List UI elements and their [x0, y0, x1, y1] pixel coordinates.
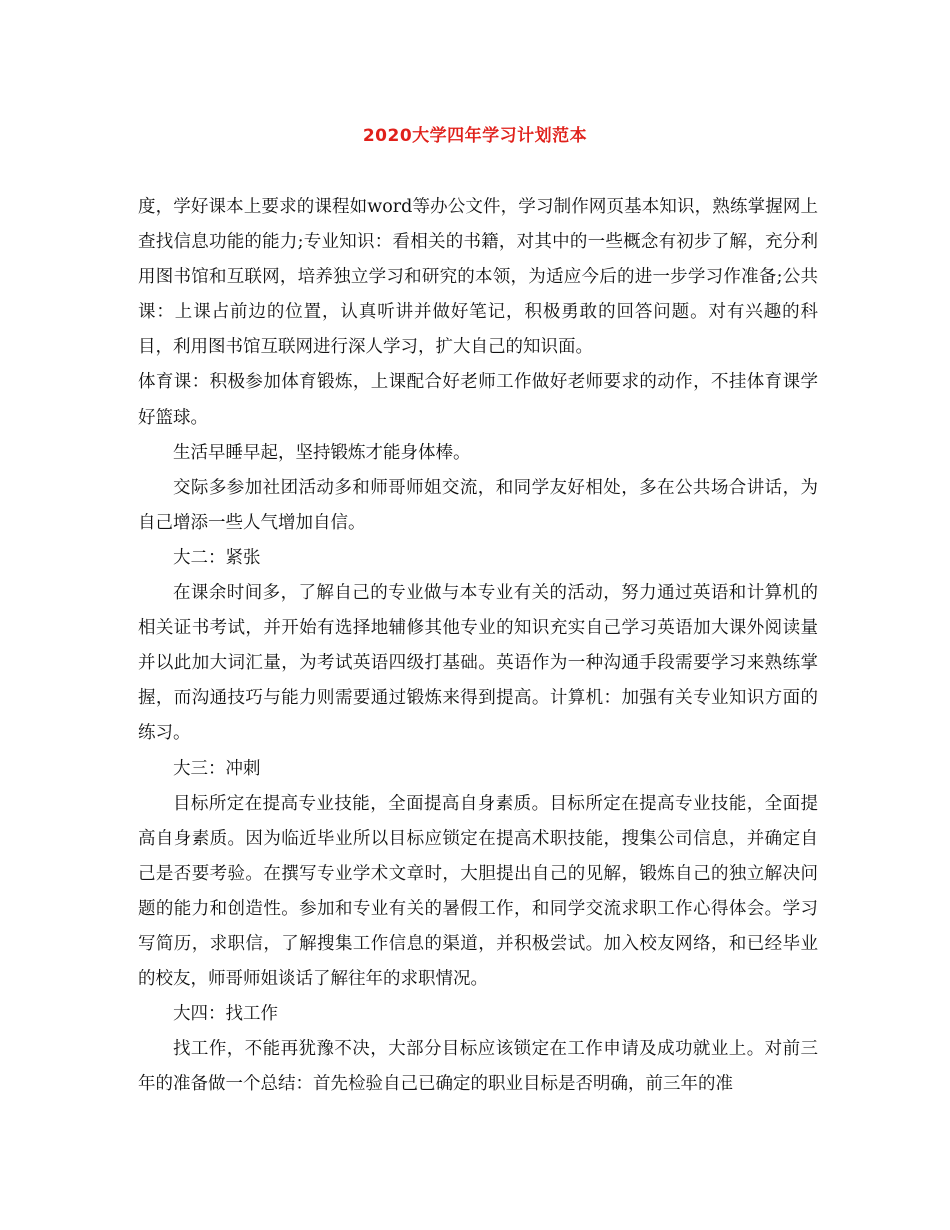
- paragraph: 在课余时间多，了解自己的专业做与本专业有关的活动，努力通过英语和计算机的相关证书考试，并开始有选择地辅修其他专业的知识充实自己学习英语加大课外阅读量并以此加大词汇量，为考试英语四级打基础。英语作为一种沟通手段需要学习来熟练掌握，而沟通技巧与能力则需要通过锻炼来得到提高。计算机：加强有关专业知识方面的练习。: [138, 583, 818, 744]
- paragraph: 体育课：积极参加体育锻炼，上课配合好老师工作做好老师要求的动作，不挂体育课学好篮球。: [138, 372, 818, 428]
- section-heading: 大四：找工作: [173, 1004, 278, 1025]
- paragraph: 目标所定在提高专业技能，全面提高自身素质。目标所定在提高专业技能，全面提高自身素质。因为临近毕业所以目标应锁定在提高术职技能，搜集公司信息，并确定自己是否要考验。在撰写专业学术文章时，大胆提出自己的见解，锻炼自己的独立解决问题的能力和创造性。参加和专业有关的暑假工作，和同学交流求职工作心得体会。学习写简历，求职信，了解搜集工作信息的渠道，并积极尝试。加入校友网络，和已经毕业的校友，师哥师姐谈话了解往年的求职情况。: [138, 793, 818, 990]
- document-title: 2020大学四年学习计划范本: [362, 126, 588, 146]
- document-body: [138, 190, 818, 1102]
- section-heading: 大三：冲刺: [173, 758, 261, 779]
- section-heading: 大二：紧张: [173, 547, 261, 568]
- paragraph: 找工作，不能再犹豫不决，大部分目标应该锁定在工作申请及成功就业上。对前三年的准备做一个总结：首先检验自己已确定的职业目标是否明确，前三年的准: [138, 1039, 818, 1095]
- paragraph: 交际多参加社团活动多和师哥师姐交流，和同学友好相处，多在公共场合讲话，为自己增添一些人气增加自信。: [138, 477, 818, 533]
- paragraph: 生活早睡早起，坚持锻炼才能身体棒。: [173, 442, 471, 463]
- paragraph: 度，学好课本上要求的课程如word等办公文件，学习制作网页基本知识，熟练掌握网上查找信息功能的能力;专业知识：看相关的书籍，对其中的一些概念有初步了解，充分利用图书馆和互联网，培养独立学习和研究的本领，为适应今后的进一步学习作准备;公共课：上课占前边的位置，认真听讲并做好笔记，积极勇敢的回答问题。对有兴趣的科目，利用图书馆互联网进行深人学习，扩大自己的知识面。: [138, 197, 818, 358]
